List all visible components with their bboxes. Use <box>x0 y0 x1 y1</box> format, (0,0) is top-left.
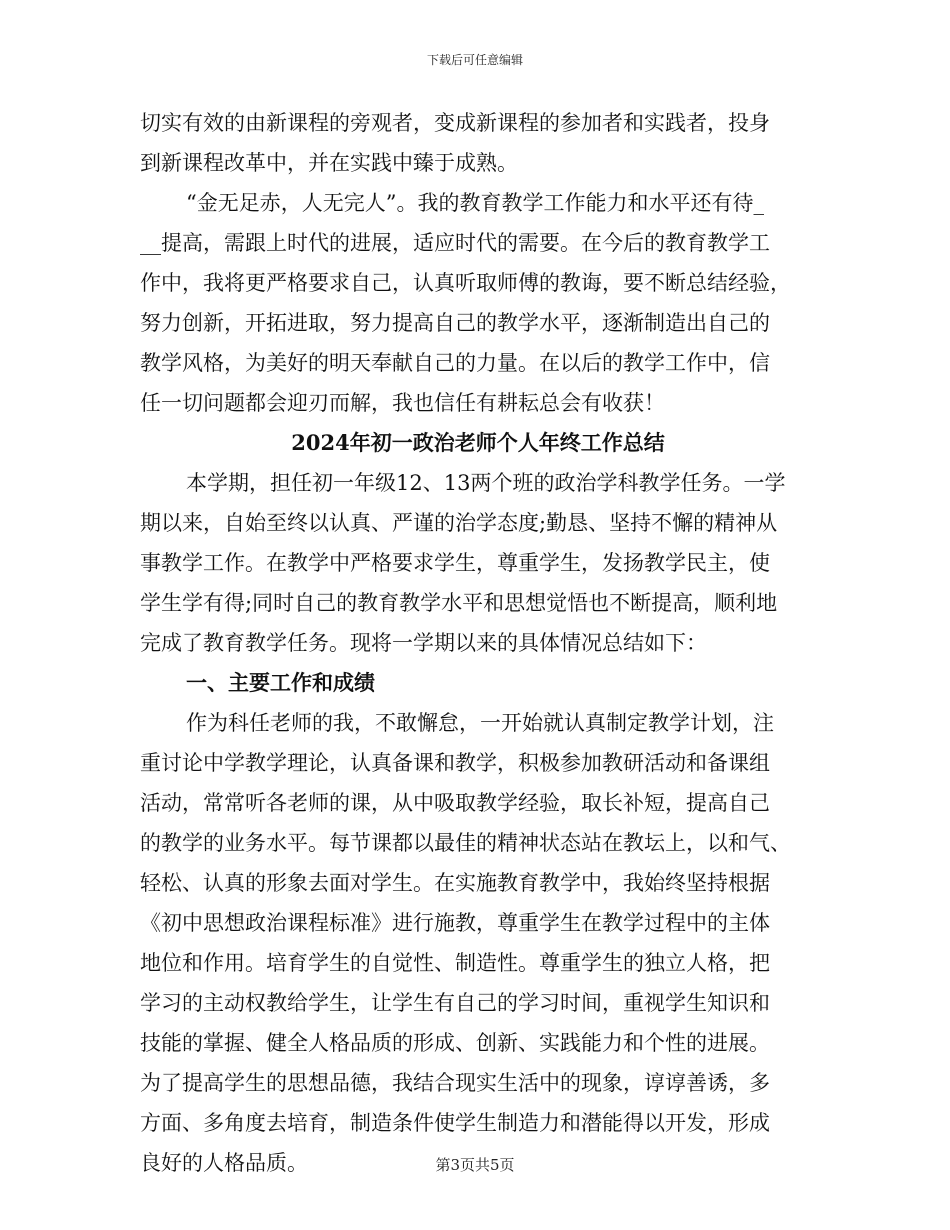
document-body <box>140 103 816 1183</box>
paragraph-line: 作中，我将更严格要求自己，认真听取师傅的教诲，要不断总结经验， <box>140 271 791 295</box>
paragraph-line: 的教学的业务水平。每节课都以最佳的精神状态站在教坛上，以和气、 <box>140 831 791 855</box>
paragraph-line: 学生学有得;同时自己的教育教学水平和思想觉悟也不断提高，顺利地 <box>140 591 778 615</box>
paragraph-line: 努力创新，开拓进取，努力提高自己的教学水平，逐渐制造出自己的 <box>140 311 770 335</box>
paragraph-4 <box>140 703 816 1183</box>
paragraph-line: 任一切问题都会迎刃而解，我也信任有耕耘总会有收获！ <box>140 391 665 415</box>
paragraph-line: 活动，常常听各老师的课，从中吸取教学经验，取长补短，提高自己 <box>140 791 770 815</box>
paragraph-line: 技能的掌握、健全人格品质的形成、创新、实践能力和个性的进展。 <box>140 1031 770 1055</box>
paragraph-1 <box>140 103 816 183</box>
paragraph-line: 重讨论中学教学理论，认真备课和教学，积极参加教研活动和备课组 <box>140 751 770 775</box>
paragraph-line: 地位和作用。培育学生的自觉性、制造性。尊重学生的独立人格，把 <box>140 951 770 975</box>
paragraph-line: 事教学工作。在教学中严格要求学生，尊重学生，发扬教学民主，使 <box>140 551 770 575</box>
paragraph-line: __提高，需跟上时代的进展，适应时代的需要。在今后的教育教学工 <box>140 231 770 255</box>
paragraph-line: 方面、多角度去培育，制造条件使学生制造力和潜能得以开发，形成 <box>140 1111 770 1135</box>
paragraph-line: 教学风格，为美好的明天奉献自己的力量。在以后的教学工作中，信 <box>140 351 770 375</box>
paragraph-line: 作为科任老师的我，不敢懈怠，一开始就认真制定教学计划，注 <box>186 711 774 735</box>
article-title: 2024年初一政治老师个人年终工作总结 <box>291 430 665 455</box>
paragraph-line: 期以来，自始至终以认真、严谨的治学态度;勤恳、坚持不懈的精神从 <box>140 511 778 535</box>
paragraph-line: 到新课程改革中，并在实践中臻于成熟。 <box>140 151 518 175</box>
paragraph-line: 为了提高学生的思想品德，我结合现实生活中的现象，谆谆善诱，多 <box>140 1071 770 1095</box>
paragraph-2 <box>140 183 816 423</box>
paragraph-line: 《初中思想政治课程标准》进行施教，尊重学生在教学过程中的主体 <box>140 911 770 935</box>
paragraph-line: 学习的主动权教给学生，让学生有自己的学习时间，重视学生知识和 <box>140 991 770 1015</box>
paragraph-line: 轻松、认真的形象去面对学生。在实施教育教学中，我始终坚持根据 <box>140 871 770 895</box>
paragraph-3 <box>140 463 816 663</box>
page-number: 第3页共5页 <box>435 1156 515 1174</box>
paragraph-line: 良好的人格品质。 <box>140 1151 308 1175</box>
paragraph-line: 切实有效的由新课程的旁观者，变成新课程的参加者和实践者，投身 <box>140 111 770 135</box>
paragraph-line: 完成了教育教学任务。现将一学期以来的具体情况总结如下： <box>140 631 707 655</box>
section-heading: 一、主要工作和成绩 <box>186 670 375 695</box>
header-note: 下载后可任意编辑 <box>426 53 523 67</box>
paragraph-line: “金无足赤，人无完人”。我的教育教学工作能力和水平还有待_ <box>186 191 764 215</box>
paragraph-line: 本学期，担任初一年级12、13两个班的政治学科教学任务。一学 <box>186 471 786 495</box>
